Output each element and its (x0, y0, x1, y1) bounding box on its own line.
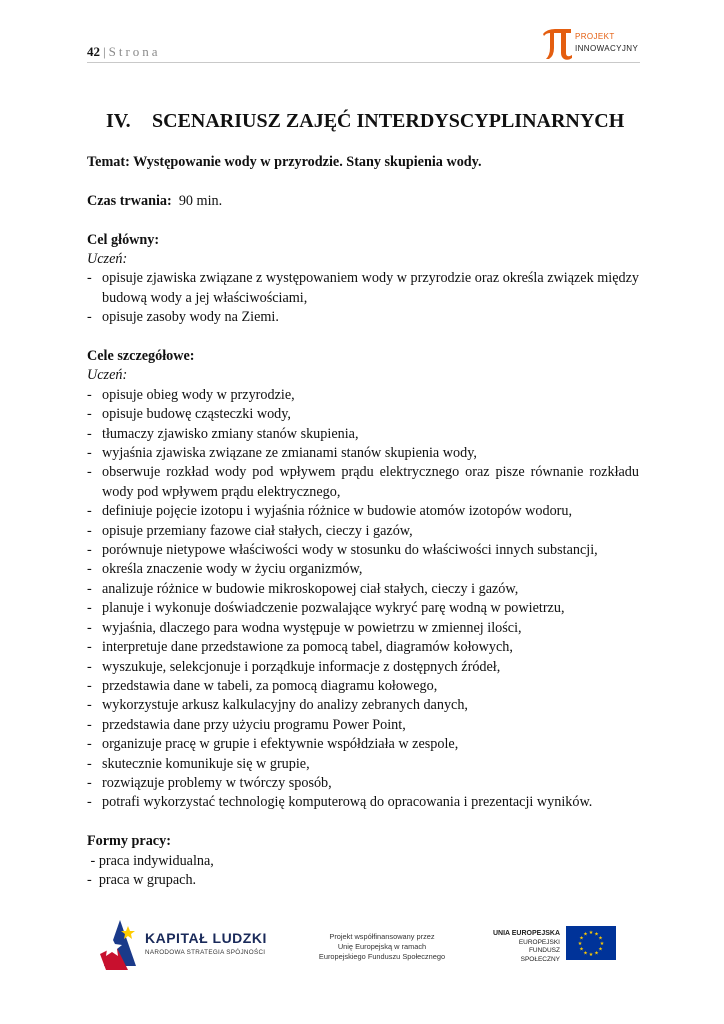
duration-value: 90 min. (178, 192, 223, 209)
list-item: - opisuje zasoby wody na Ziemi. (87, 308, 639, 327)
eu-label-line: FUNDUSZ SPOŁECZNY (520, 947, 560, 963)
list-item: - wyjaśnia zjawiska związane ze zmianami stanów skupienia wody, (87, 444, 639, 463)
page-number (87, 44, 161, 60)
svg-text:★: ★ (599, 941, 605, 947)
list-item: - porównuje nietypowe właściwości wody w stosunku do właściwości innych substancji, (87, 541, 639, 560)
svg-text:★: ★ (594, 950, 599, 957)
list-item: - organizuje pracę w grupie i efektywnie współdziała w zespole, (87, 735, 639, 754)
list-item: - planuje i wykonuje doświadczenie pozwalające wykryć parę wodną w powietrzu, (87, 599, 639, 618)
list-item: - potrafi wykorzystać technologię komputerową do opracowania i prezentacji wyników. (87, 793, 639, 812)
work-forms-section (87, 832, 639, 890)
main-goal-student: Uczeń: (87, 251, 128, 267)
list-item: - przedstawia dane w tabeli, za pomocą diagramu kołowego, (87, 677, 639, 696)
list-item: - definiuje pojęcie izotopu i wyjaśnia różnice w budowie atomów izotopów wodoru, (87, 502, 639, 521)
work-forms-heading: Formy pracy: (87, 833, 171, 850)
page-number-separator: | (103, 44, 106, 59)
cofinance-line: Projekt współfinansowany przez (329, 932, 435, 941)
spacer (87, 328, 639, 347)
cofinance-note (302, 932, 462, 962)
duration-line (87, 192, 639, 211)
list-item: - tłumaczy zjawisko zmiany stanów skupienia, (87, 425, 639, 444)
topic-line: Temat: Występowanie wody w przyrodzie. Stany skupienia wody. (87, 154, 482, 170)
section-title-text: SCENARIUSZ ZAJĘĆ INTERDYSCYPLINARNYCH (152, 110, 625, 132)
duration-label: Czas trwania: (87, 192, 172, 209)
list-item: - wyszukuje, selekcjonuje i porządkuje informacje z dostępnych źródeł, (87, 658, 639, 677)
list-item: - przedstawia dane przy użyciu programu Power Point, (87, 716, 639, 735)
list-item: - interpretuje dane przedstawione za pomocą tabel, diagramów kołowych, (87, 638, 639, 657)
work-forms-line: - praca w grupach. (87, 871, 197, 888)
svg-text:★: ★ (577, 941, 583, 947)
list-item: - opisuje budowę cząsteczki wody, (87, 405, 639, 424)
spacer (87, 211, 639, 230)
eu-flag-icon (566, 926, 616, 960)
main-goal-heading: Cel główny: (87, 231, 160, 248)
specific-goals-heading: Cele szczegółowe: (87, 348, 195, 365)
cofinance-line: Unię Europejską w ramach (337, 942, 427, 951)
list-item: - rozwiązuje problemy w twórczy sposób, (87, 774, 639, 793)
svg-text:★: ★ (598, 935, 603, 942)
spacer (87, 813, 639, 832)
list-item: - skutecznie komunikuje się w grupie, (87, 755, 639, 774)
svg-text:★: ★ (583, 931, 588, 938)
eu-label (488, 930, 560, 964)
page-word: Strona (108, 44, 161, 59)
svg-text:★: ★ (588, 952, 594, 958)
logo-line-1: PROJEKT (575, 32, 615, 41)
list-item: - opisuje zjawiska związane z występowaniem wody w przyrodzie oraz określa związek między budową wody a jej właściwościami, (87, 269, 639, 308)
list-item: - opisuje przemiany fazowe ciał stałych, cieczy i gazów, (87, 522, 639, 541)
list-item: - wykorzystuje arkusz kalkulacyjny do analizy zebranych danych, (87, 696, 639, 715)
kapital-ludzki-logo-icon (98, 916, 142, 972)
list-item: - określa znaczenie wody w życiu organizmów, (87, 560, 639, 579)
eu-label-head: UNIA EUROPEJSKA (492, 930, 560, 937)
spacer (87, 172, 639, 191)
list-item: - obserwuje rozkład wody pod wpływem prądu elektrycznego oraz pisze równanie rozkładu wody pod wpływem prądu elektrycznego, (87, 463, 639, 502)
section-number: IV. (106, 110, 131, 132)
main-goal-list (87, 269, 639, 327)
svg-text:★: ★ (583, 950, 588, 957)
list-item: - wyjaśnia, dlaczego para wodna występuje w powietrzu w zmiennej ilości, (87, 619, 639, 638)
specific-goals-list (87, 386, 639, 813)
work-forms-line: - praca indywidualna, (87, 852, 214, 869)
svg-text:★: ★ (579, 946, 584, 953)
document-body (87, 153, 639, 890)
svg-text:★: ★ (594, 931, 599, 938)
project-logo-text (575, 31, 638, 55)
page-number-value: 42 (87, 44, 100, 59)
list-item: - opisuje obieg wody w przyrodzie, (87, 386, 639, 405)
list-item: - analizuje różnice w budowie mikroskopowej ciał stałych, cieczy i gazów, (87, 580, 639, 599)
kapital-ludzki-subtitle: NARODOWA STRATEGIA SPÓJNOŚCI (145, 949, 266, 956)
header-rule (87, 62, 640, 63)
svg-text:★: ★ (588, 930, 594, 936)
specific-goals-student: Uczeń: (87, 367, 128, 384)
section-title (106, 110, 624, 133)
kapital-ludzki-title: KAPITAŁ LUDZKI (145, 930, 267, 946)
cofinance-line: Europejskiego Funduszu Społecznego (318, 952, 446, 961)
svg-text:★: ★ (598, 946, 603, 953)
funding-footer (90, 908, 635, 976)
eu-label-line: EUROPEJSKI (518, 938, 560, 946)
svg-text:★: ★ (579, 935, 584, 942)
logo-line-2: INNOWACYJNY (575, 44, 639, 53)
